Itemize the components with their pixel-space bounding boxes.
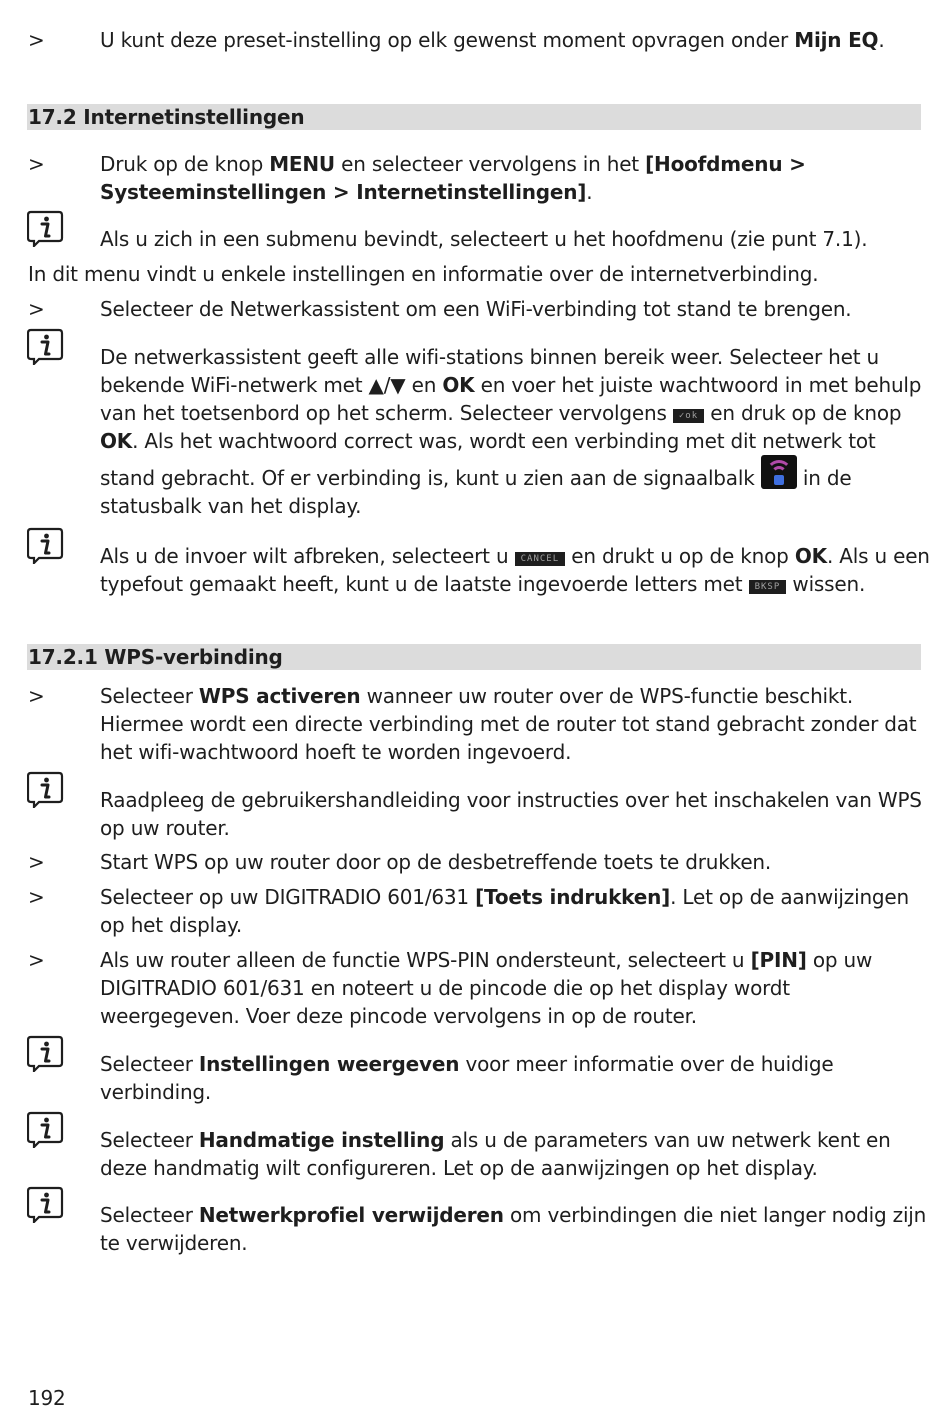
cancel-screen-button-image: CANCEL — [515, 552, 566, 566]
list-marker: > — [28, 885, 45, 909]
text: U kunt deze preset-instelling op elk gewenst moment opvragen onder — [100, 28, 795, 52]
list-marker: > — [28, 948, 45, 972]
bold-term: [PIN] — [750, 948, 807, 972]
bold-term: Handmatige instelling — [198, 1128, 445, 1152]
info-icon — [27, 1034, 65, 1072]
list-marker: > — [28, 152, 45, 176]
bold-term: [Toets indrukken] — [475, 885, 671, 909]
list-marker: > — [28, 297, 45, 321]
step-menu: Druk op de knop MENU en selecteer vervolgens in het [Hoofdmenu > Systeeminstellingen > Internetinstellingen]. — [100, 152, 806, 204]
info-icon — [27, 209, 65, 247]
step-network-assistant: Selecteer de Netwerkassistent om een WiFi-verbinding tot stand te brengen. — [100, 297, 852, 321]
info-delete-profile: Selecteer Netwerkprofiel verwijderen om verbindingen die niet langer nodig zijn te verwijderen. — [100, 1203, 927, 1255]
list-marker: > — [28, 28, 45, 52]
info-cancel: Als u de invoer wilt afbreken, selecteert u CANCEL en drukt u op de knop OK. Als u een typefout gemaakt heeft, kunt u de laatste ingevoerde letters met BKSP wissen. — [100, 544, 930, 596]
bold-term: OK — [794, 544, 827, 568]
bold-term: Instellingen weergeven — [198, 1052, 460, 1076]
signal-bar-icon — [761, 455, 797, 489]
list-marker: > — [28, 684, 45, 708]
list-marker: > — [28, 850, 45, 874]
page-number: 192 — [28, 1386, 66, 1410]
intro-paragraph: In dit menu vindt u enkele instellingen en informatie over de internetverbinding. — [28, 262, 819, 286]
bold-term: Netwerkprofiel verwijderen — [198, 1203, 504, 1227]
bold-term: OK — [100, 429, 133, 453]
info-icon — [27, 1185, 65, 1223]
section-heading: 17.2.1 WPS-verbinding — [27, 644, 921, 670]
text: . — [878, 28, 885, 52]
info-network-assistant: De netwerkassistent geeft alle wifi-stations binnen bereik weer. Selecteer het u bekende WiFi-netwerk met ▲/▼ en OK en voer het juiste wachtwoord in met behulp van het toetsenbord op het scherm. Selecteer vervolgens ✓ok en druk op de knop OK. Als het wachtwoord correct was, wordt een verbinding met dit netwerk tot stand gebracht. Of er verbinding is, kunt u zien aan de signaalbalk in de statusbalk van het display. — [100, 345, 922, 518]
info-icon — [27, 526, 65, 564]
bold-term: Mijn EQ — [794, 28, 879, 52]
info-router-manual: Raadpleeg de gebruikershandleiding voor instructies over het inschakelen van WPS op uw router. — [100, 788, 922, 840]
info-submenu: Als u zich in een submenu bevindt, selecteert u het hoofdmenu (zie punt 7.1). — [100, 227, 868, 251]
paragraph-preset — [100, 26, 930, 54]
info-icon — [27, 770, 65, 808]
step-wps-activate: Selecteer WPS activeren wanneer uw router over de WPS-functie beschikt. Hiermee wordt een directe verbinding met de router tot stand gebracht zonder dat het wifi-wachtwoord hoeft te worden ingevoerd. — [100, 684, 917, 764]
info-manual-setting: Selecteer Handmatige instelling als u de parameters van uw netwerk kent en deze handmatig wilt configureren. Let op de aanwijzingen op het display. — [100, 1128, 891, 1180]
bold-term: WPS activeren — [198, 684, 361, 708]
bold-term: [Hoofdmenu > Systeeminstellingen > Internetinstellingen] — [100, 152, 806, 204]
bksp-screen-button-image: BKSP — [749, 580, 787, 594]
info-show-settings: Selecteer Instellingen weergeven voor meer informatie over de huidige verbinding. — [100, 1052, 834, 1104]
info-icon — [27, 327, 65, 365]
step-press-key: Selecteer op uw DIGITRADIO 601/631 [Toets indrukken]. Let op de aanwijzingen op het display. — [100, 885, 909, 937]
step-wps-pin: Als uw router alleen de functie WPS-PIN ondersteunt, selecteert u [PIN] op uw DIGITRADIO 601/631 en noteert u de pincode die op het display wordt weergegeven. Voer deze pincode vervolgens in op de router. — [100, 948, 873, 1028]
step-start-wps: Start WPS op uw router door op de desbetreffende toets te drukken. — [100, 850, 772, 874]
ok-screen-button-image: ✓ok — [673, 409, 704, 423]
bold-term: MENU — [269, 152, 335, 176]
section-heading: 17.2 Internetinstellingen — [27, 104, 921, 130]
bold-term: OK — [442, 373, 475, 397]
info-icon — [27, 1110, 65, 1148]
